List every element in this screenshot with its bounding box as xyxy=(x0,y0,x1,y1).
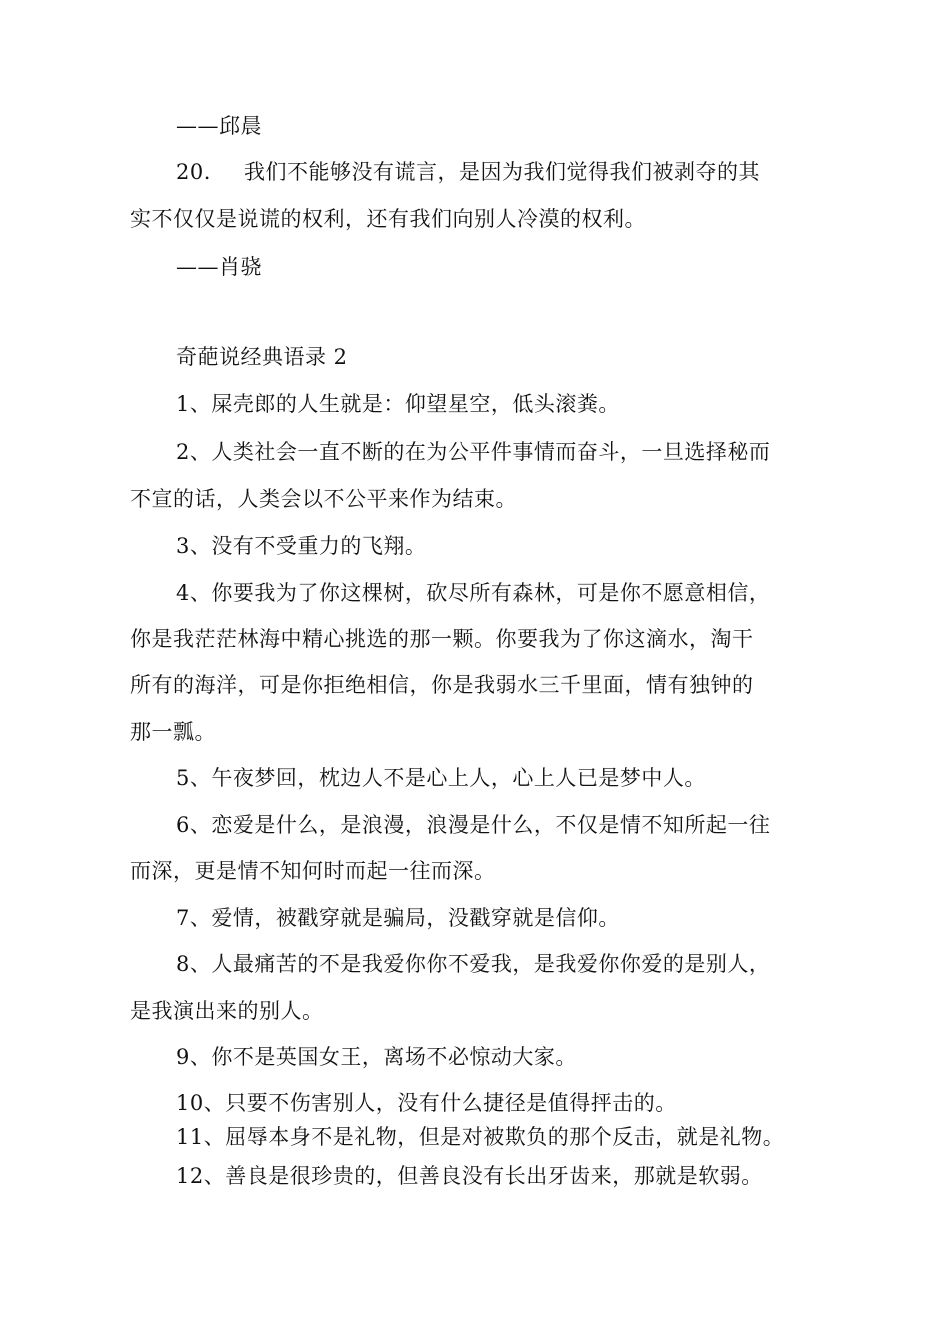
quote-number: 20. xyxy=(176,160,211,184)
list-item: 1、屎壳郎的人生就是：仰望星空，低头滚粪。 xyxy=(176,392,620,416)
list-item: 2、人类社会一直不断的在为公平件事情而奋斗，一旦选择秘而 xyxy=(176,440,771,464)
quote-20-line-1 xyxy=(0,157,950,187)
list-item-continuation: 不宣的话，人类会以不公平来作为结束。 xyxy=(130,487,517,511)
list-item: 11、屈辱本身不是礼物，但是对被欺负的那个反击，就是礼物。 xyxy=(176,1125,785,1149)
list-item-continuation: 是我演出来的别人。 xyxy=(130,999,324,1023)
list-item: 4、你要我为了你这棵树，砍尽所有森林，可是你不愿意相信， xyxy=(176,581,771,605)
quote-20-line-2: 实不仅仅是说谎的权利，还有我们向别人冷漠的权利。 xyxy=(130,207,646,231)
quote-attribution: ——肖骁 xyxy=(176,255,262,279)
list-item-continuation: 你是我茫茫林海中精心挑选的那一颗。你要我为了你这滴水，淘干 xyxy=(130,627,754,651)
list-item: 7、爱情，被戳穿就是骗局，没戳穿就是信仰。 xyxy=(176,906,620,930)
list-item-continuation: 而深，更是情不知何时而起一往而深。 xyxy=(130,859,496,883)
list-item: 6、恋爱是什么，是浪漫，浪漫是什么，不仅是情不知所起一往 xyxy=(176,813,771,837)
list-item: 3、没有不受重力的飞翔。 xyxy=(176,534,427,558)
quote-attribution: ——邱晨 xyxy=(176,114,262,138)
list-item-continuation: 所有的海洋，可是你拒绝相信，你是我弱水三千里面，情有独钟的 xyxy=(130,673,754,697)
list-item: 8、人最痛苦的不是我爱你你不爱我，是我爱你你爱的是别人， xyxy=(176,952,771,976)
list-item: 5、午夜梦回，枕边人不是心上人，心上人已是梦中人。 xyxy=(176,766,706,790)
list-item: 12、善良是很珍贵的，但善良没有长出牙齿来，那就是软弱。 xyxy=(176,1164,763,1188)
list-item: 9、你不是英国女王，离场不必惊动大家。 xyxy=(176,1045,577,1069)
quote-text: 我们不能够没有谎言，是因为我们觉得我们被剥夺的其 xyxy=(244,160,760,184)
section-title: 奇葩说经典语录 2 xyxy=(176,345,348,369)
list-item-continuation: 那一瓢。 xyxy=(130,720,216,744)
list-item: 10、只要不伤害别人，没有什么捷径是值得抨击的。 xyxy=(176,1091,677,1115)
